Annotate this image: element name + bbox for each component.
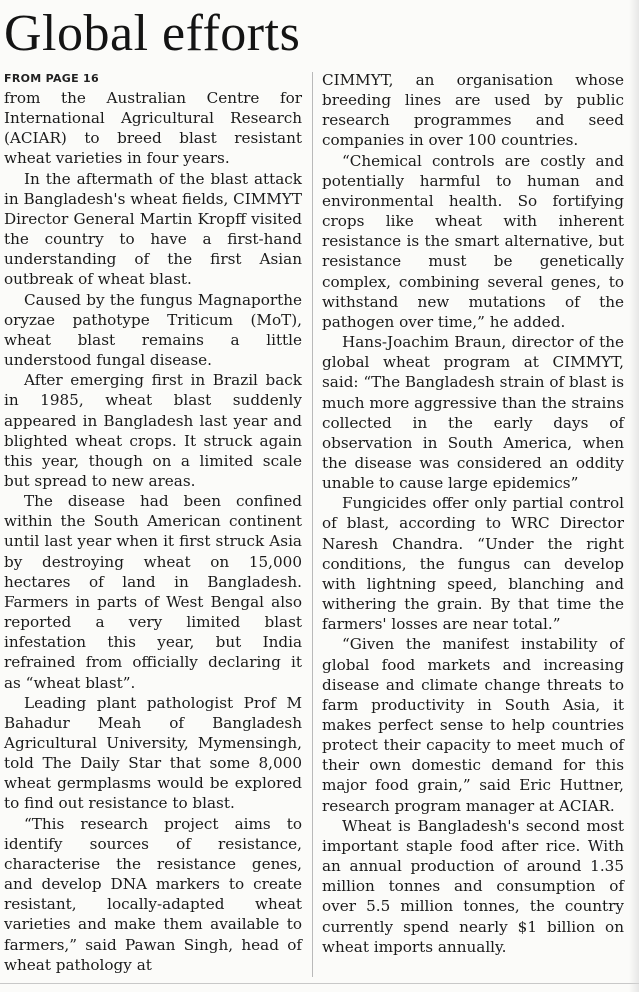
article-column-right: [322, 70, 624, 957]
paragraph: Leading plant pathologist Prof M Bahadur Meah of Bangladesh Agricultural University, Mymensingh, told The Daily Star that some 8,000 wheat germplasms would be explored to find out resistance to blast.: [4, 693, 302, 813]
bottom-rule: [0, 983, 639, 984]
paragraph: The disease had been confined within the South American continent until last year when it first struck Asia by destroying wheat on 15,000 hectares of land in Bangladesh. Farmers in parts of West Bengal also reported a very limited blast infestation this year, but India refrained from officially declaring it as “wheat blast”.: [4, 492, 302, 692]
paragraph: Caused by the fungus Magnaporthe oryzae pathotype Triticum (MoT), wheat blast remains a little understood fungal disease.: [4, 290, 302, 370]
paragraph: Hans-Joachim Braun, director of the global wheat program at CIMMYT, said: “The Bangladesh strain of blast is much more aggressive than the strains collected in the early days of observation in South America, when the disease was considered an oddity unable to cause large epidemics”: [322, 333, 624, 493]
paragraph: After emerging first in Brazil back in 1985, wheat blast suddenly appeared in Bangladesh last year and blighted wheat crops. It struck again this year, though on a limited scale but spread to new areas.: [4, 371, 302, 490]
headline: Global efforts: [4, 5, 301, 62]
paragraph: In the aftermath of the blast attack in Bangladesh's wheat fields, CIMMYT Director General Martin Kropff visited the country to have a first-hand understanding of the first Asian outbreak of wheat blast.: [4, 169, 302, 289]
continuation-kicker: FROM PAGE 16: [4, 72, 99, 85]
paragraph: CIMMYT, an organisation whose breeding lines are used by public research programmes and seed companies in over 100 countries.: [322, 71, 624, 150]
page-edge-shadow: [629, 0, 639, 992]
paragraph: Fungicides offer only partial control of blast, according to WRC Director Naresh Chandra. “Under the right conditions, the fungus can develop with lightning speed, blanching and withering the grain. By that time the farmers' losses are near total.”: [322, 494, 624, 634]
paragraph: “Given the manifest instability of global food markets and increasing disease and climate change threats to farm productivity in South Asia, it makes perfect sense to help countries protect their capacity to meet much of their own domestic demand for this major food grain,” said Eric Huttner, research program manager at ACIAR.: [322, 635, 624, 815]
paragraph: “This research project aims to identify sources of resistance, characterise the resistance genes, and develop DNA markers to create resistant, locally-adapted wheat varieties and make them available to farmers,” said Pawan Singh, head of wheat pathology at: [4, 814, 302, 974]
paragraph: Wheat is Bangladesh's second most important staple food after rice. With an annual production of around 1.35 million tonnes and consumption of over 5.5 million tonnes, the country currently spend nearly $1 billion on wheat imports annually.: [322, 816, 624, 956]
article-column-left: [4, 70, 302, 975]
paragraph: from the Australian Centre for International Agricultural Research (ACIAR) to breed blast resistant wheat varieties in four years.: [4, 89, 302, 168]
paragraph: “Chemical controls are costly and potentially harmful to human and environmental health. So fortifying crops like wheat with inherent resistance is the smart alternative, but resistance must be genetically complex, combining several genes, to withstand new mutations of the pathogen over time,” he added.: [322, 151, 624, 331]
column-divider: [312, 72, 313, 977]
